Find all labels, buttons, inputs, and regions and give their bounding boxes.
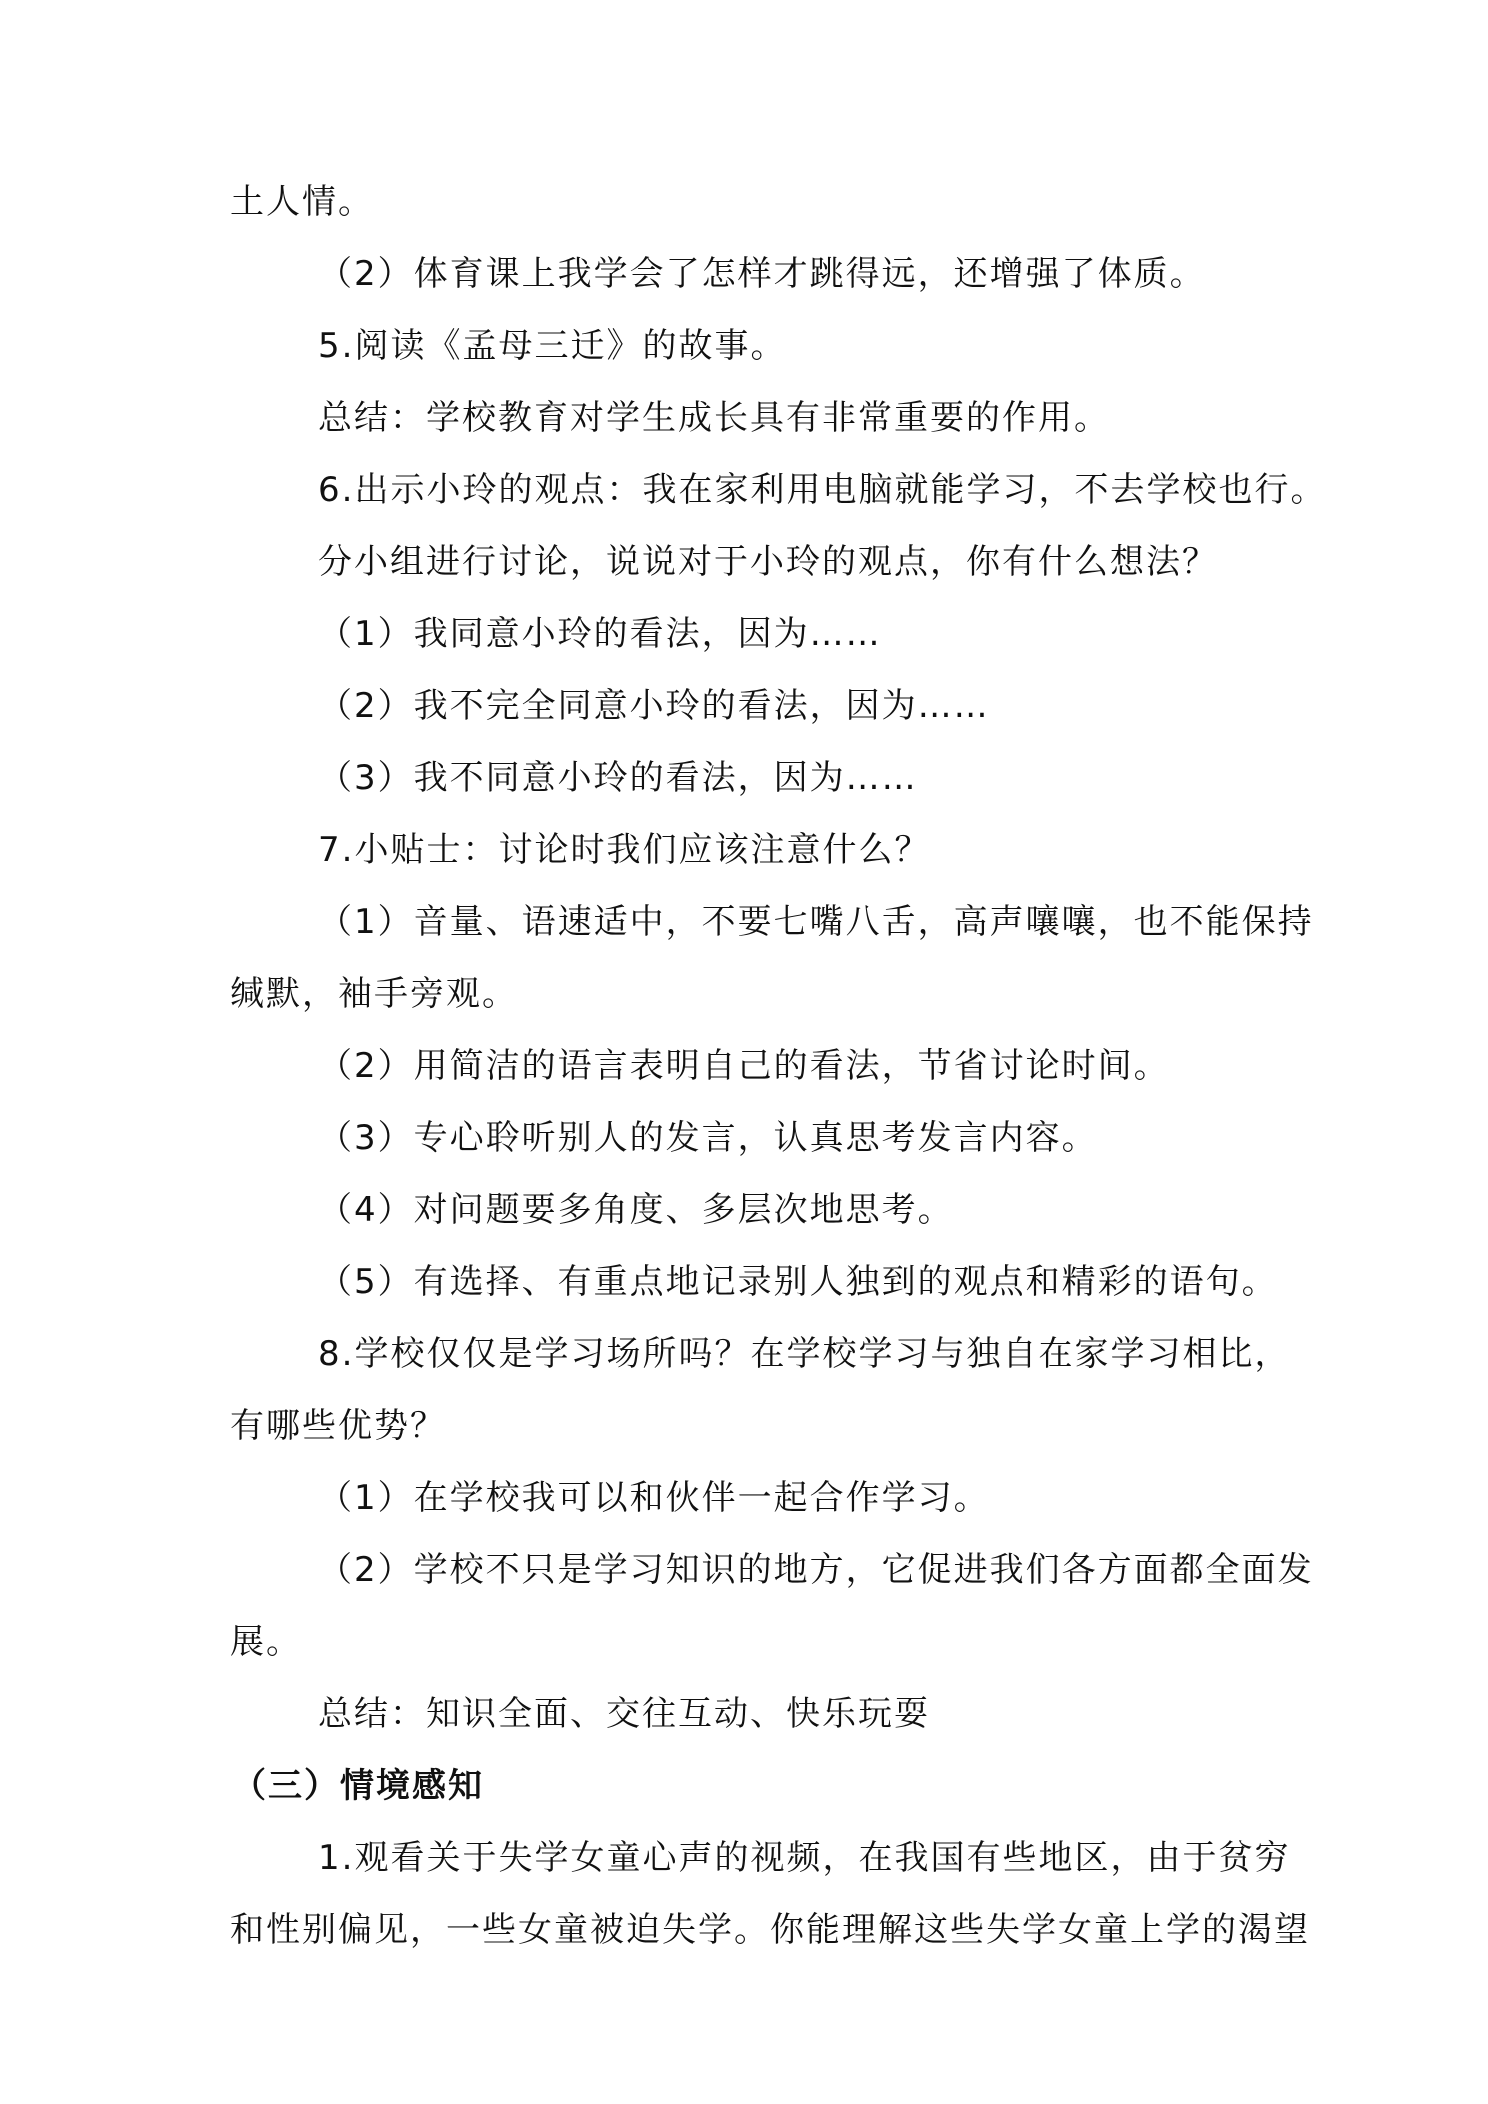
text-line: （5）有选择、有重点地记录别人独到的观点和精彩的语句。 [318,1262,1278,1302]
text-line: 分小组进行讨论，说说对于小玲的观点，你有什么想法？ [318,542,1218,582]
text-line: （2）体育课上我学会了怎样才跳得远，还增强了体质。 [318,254,1206,294]
text-line: 7.小贴士：讨论时我们应该注意什么？ [318,830,931,870]
text-line: 总结：学校教育对学生成长具有非常重要的作用。 [318,398,1110,438]
text-line: 和性别偏见，一些女童被迫失学。你能理解这些失学女童上学的渴望 [230,1910,1310,1950]
text-line: 缄默，袖手旁观。 [230,974,518,1014]
text-line: （1）音量、语速适中，不要七嘴八舌，高声嚷嚷，也不能保持 [318,902,1314,942]
text-line: （2）用简洁的语言表明自己的看法，节省讨论时间。 [318,1046,1170,1086]
text-line: 总结：知识全面、交往互动、快乐玩耍 [318,1694,930,1734]
text-line: 5.阅读《孟母三迁》的故事。 [318,326,787,366]
text-line: 有哪些优势？ [230,1406,446,1446]
text-line: （3）专心聆听别人的发言，认真思考发言内容。 [318,1118,1098,1158]
section-heading: （三）情境感知 [232,1766,484,1806]
text-line: （2）我不完全同意小玲的看法，因为…… [318,686,990,726]
text-line: （1）在学校我可以和伙伴一起合作学习。 [318,1478,990,1518]
text-line: 8.学校仅仅是学习场所吗？在学校学习与独自在家学习相比， [318,1334,1291,1374]
text-line: （1）我同意小玲的看法，因为…… [318,614,882,654]
text-line: 1.观看关于失学女童心声的视频，在我国有些地区，由于贫穷 [318,1838,1291,1878]
text-line: （4）对问题要多角度、多层次地思考。 [318,1190,954,1230]
text-line: 展。 [230,1622,302,1662]
text-line: 6.出示小玲的观点：我在家利用电脑就能学习，不去学校也行。 [318,470,1327,510]
text-line: （3）我不同意小玲的看法，因为…… [318,758,918,798]
text-line: 土人情。 [230,182,374,222]
text-line: （2）学校不只是学习知识的地方，它促进我们各方面都全面发 [318,1550,1314,1590]
